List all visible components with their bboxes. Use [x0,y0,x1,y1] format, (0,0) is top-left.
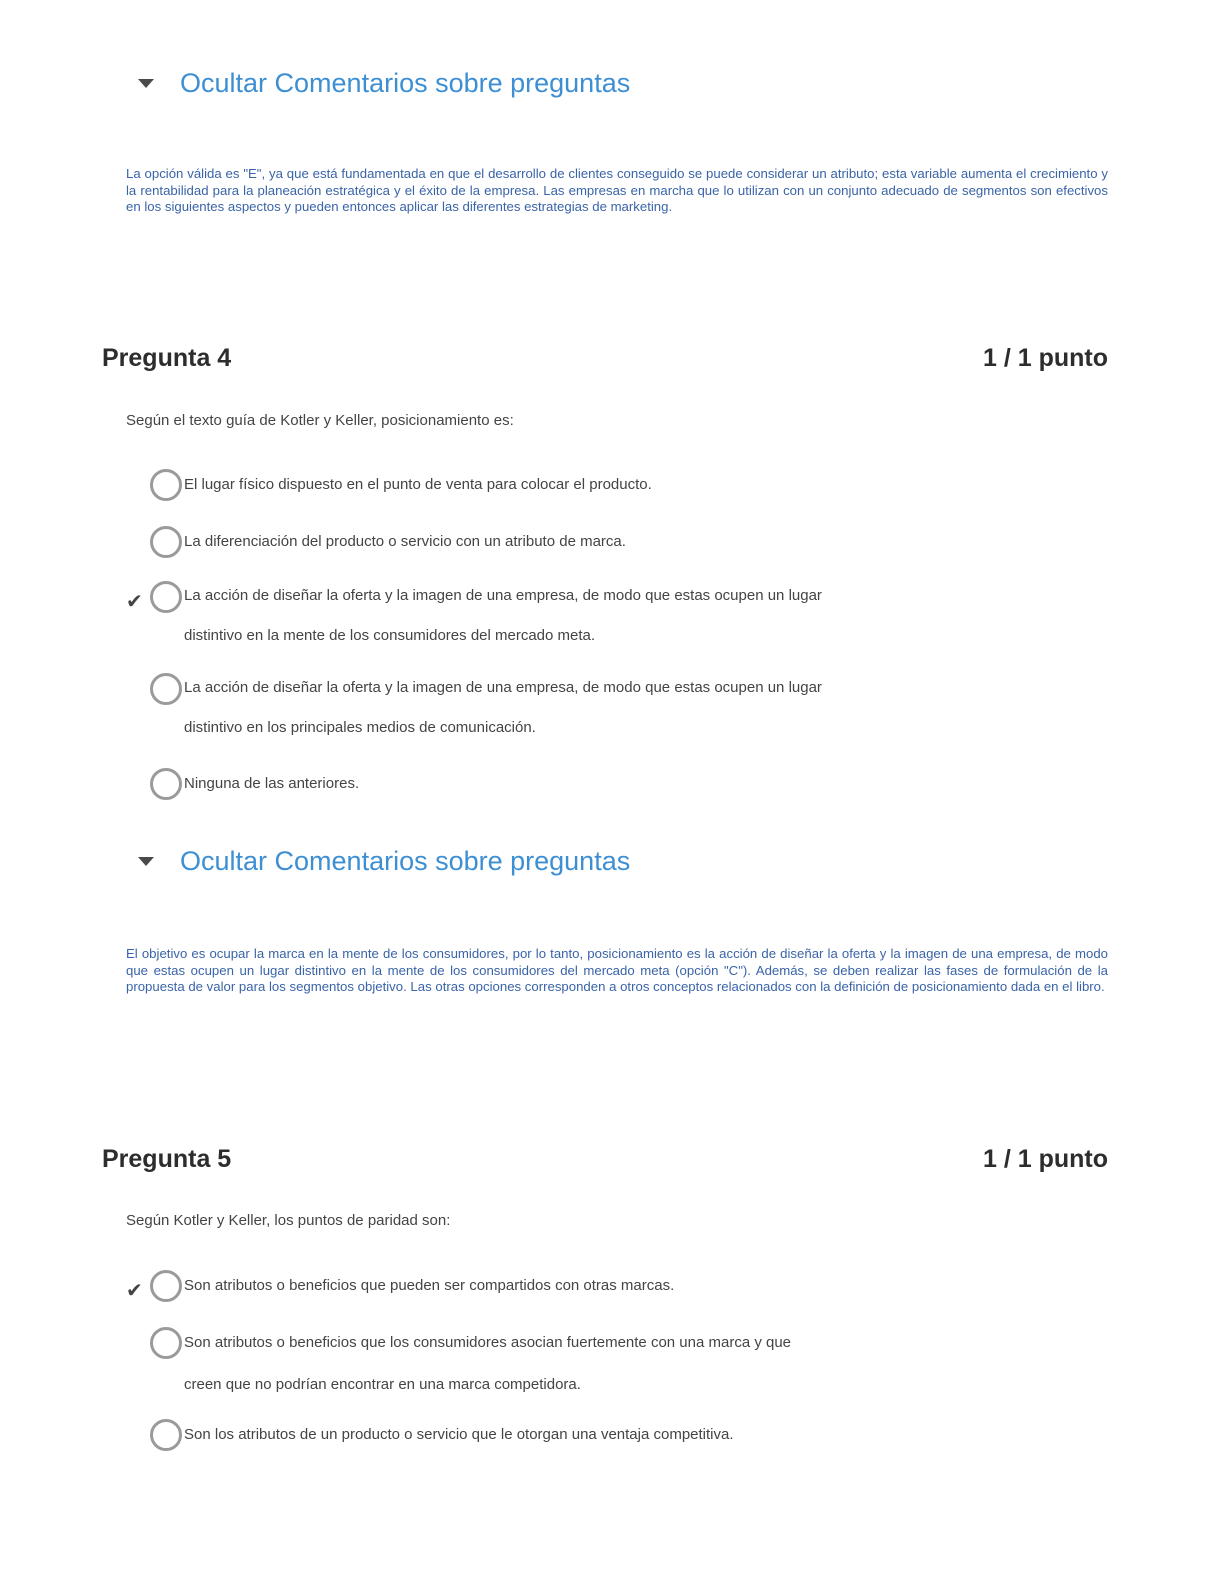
answer-label [184,668,822,748]
question-text: Según Kotler y Keller, los puntos de paridad son: [126,1212,451,1229]
radio-button[interactable] [150,1419,182,1451]
answer-option[interactable] [150,468,1080,502]
radio-button[interactable] [150,1327,182,1359]
answer-label [184,576,822,656]
answer-option[interactable] [150,1326,1080,1406]
triangle-down-icon [138,857,154,866]
radio-button[interactable] [150,581,182,613]
answer-label-line: creen que no podrían encontrar en una marca competidora. [184,1376,581,1393]
answer-label: Son los atributos de un producto o servicio que le otorgan una ventaja competitiva. [184,1426,734,1443]
radio-button[interactable] [150,1270,182,1302]
answer-option[interactable] [150,767,1080,801]
radio-button[interactable] [150,469,182,501]
question-text: Según el texto guía de Kotler y Keller, posicionamiento es: [126,412,514,429]
radio-button[interactable] [150,526,182,558]
answer-label-line: La acción de diseñar la oferta y la imagen de una empresa, de modo que estas ocupen un lugar [184,587,822,604]
answer-label: Ninguna de las anteriores. [184,775,360,792]
answer-option-selected[interactable] [126,1269,1080,1303]
question-comment: La opción válida es "E", ya que está fundamentada en que el desarrollo de clientes conseguido se puede considerar un atributo; esta variable aumenta el crecimiento y la rentabilidad para la planeación estratégica y el éxito de la empresa. Las empresas en marcha que lo utilizan con un conjunto adecuado de segmentos son efectivos en los siguientes aspectos y pueden entonces aplicar las diferentes estrategias de marketing. [126,166,1108,215]
answer-label-line: distintivo en los principales medios de comunicación. [184,719,536,736]
answer-label: La diferenciación del producto o servicio con un atributo de marca. [184,533,626,550]
answer-label-line: Son atributos o beneficios que los consumidores asocian fuertemente con una marca y que [184,1334,792,1351]
question-points: 1 / 1 punto [983,1145,1108,1173]
question-title: Pregunta 4 [102,344,232,372]
comments-toggle-label: Ocultar Comentarios sobre preguntas [180,68,631,98]
comments-toggle[interactable] [138,68,630,99]
question-header [102,344,1108,373]
answer-option[interactable] [150,672,1080,748]
question-title: Pregunta 5 [102,1145,232,1173]
check-icon: ✔ [126,1280,143,1302]
answer-option-selected[interactable] [126,580,1080,656]
question-points: 1 / 1 punto [983,344,1108,372]
answer-option[interactable] [150,525,1080,559]
answer-option[interactable] [150,1418,1080,1452]
answer-label [184,1322,791,1406]
triangle-down-icon [138,79,154,88]
question-header [102,1145,1108,1174]
comments-toggle[interactable] [138,846,630,877]
answer-label-line: La acción de diseñar la oferta y la imagen de una empresa, de modo que estas ocupen un lugar [184,679,822,696]
answer-label-line: distintivo en la mente de los consumidores del mercado meta. [184,627,596,644]
answer-label: El lugar físico dispuesto en el punto de venta para colocar el producto. [184,476,652,493]
question-comment: El objetivo es ocupar la marca en la mente de los consumidores, por lo tanto, posicionamiento es la acción de diseñar la oferta y la imagen de una empresa, de modo que estas ocupen un lugar distintivo en la mente de los consumidores del mercado meta (opción "C"). Además, se deben realizar las fases de formulación de la propuesta de valor para los segmentos objetivo. Las otras opciones corresponden a otros conceptos relacionados con la definición de posicionamiento dada en el libro. [126,946,1108,995]
answer-label: Son atributos o beneficios que pueden ser compartidos con otras marcas. [184,1277,675,1294]
check-icon: ✔ [126,591,143,613]
comments-toggle-label: Ocultar Comentarios sobre preguntas [180,846,631,876]
radio-button[interactable] [150,768,182,800]
radio-button[interactable] [150,673,182,705]
